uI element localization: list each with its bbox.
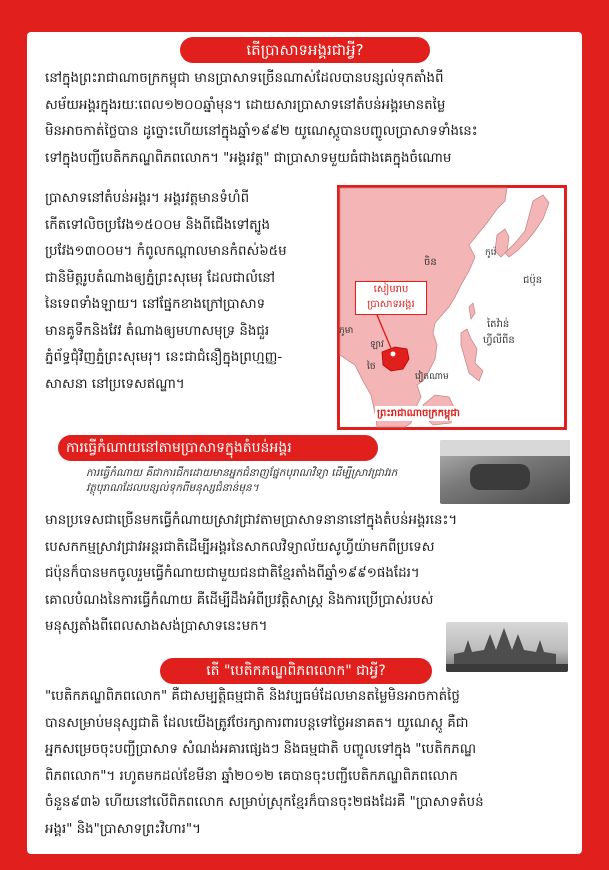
text-line: ប្រាសាទនៅតំបន់អង្គរ។ អង្គរវត្តមានទំហំពី	[45, 191, 250, 206]
caption-line: ការធ្វើកំណាយ គឺជាការជីកដោយមានអ្នកជំនាញផ្នែកបុរាណវិទ្យា ដើម្បីស្រាវជ្រាវរក	[86, 467, 398, 479]
text-line: "បេតិកភណ្ឌពិភពលោក" គឺជាសម្បត្តិធម្មជាតិ និងវប្បធម៌ដែលមានតម្លៃមិនអាចកាត់ថ្លៃ	[45, 689, 460, 704]
text-line: មានប្រទេសជាច្រើនមកធ្វើកំណាយស្រាវជ្រាវតាមប្រាសាទនានានៅក្នុងតំបន់អង្គរនេះ។	[45, 513, 458, 528]
section1-paragraph-short	[45, 186, 335, 398]
excavation-photo	[440, 440, 570, 504]
label-laos: ឡាវ	[370, 340, 384, 350]
section1-paragraph-full	[45, 66, 561, 172]
text-line: មនុស្សតាំងពីពេលសាងសង់ប្រាសាទនេះមក។	[45, 619, 268, 634]
text-line: ចំនួន៩៣៦ ហើយនៅលើពិភពលោក សម្រាប់ស្រុកខ្មែរក៏បានចុះ២ផងដែរគឺ "ប្រាសាទតំបន់	[45, 795, 484, 810]
text-line: មិនអាចកាត់ថ្លៃបាន ដូច្នោះហើយនៅក្នុងឆ្នាំ១៩៩២ យូណេស្កូបានបញ្ចូលប្រាសាទទាំងនេះ	[45, 124, 478, 139]
angkor-wat-photo	[446, 622, 568, 672]
text-line: កើតទៅលិចប្រវែង១៥០០ម និងពីជើងទៅត្បូង	[45, 217, 271, 233]
label-myanmar: ភូមា	[339, 326, 354, 336]
angkor-marker	[391, 352, 396, 357]
photo-tent	[440, 440, 570, 456]
label-korea: កូរ៉េ	[485, 248, 497, 258]
text-line: សាសនា នៅប្រទេសឥណ្ឌា។	[45, 376, 185, 392]
text-line: បានសម្រាប់មនុស្សជាតិ ដែលយើងត្រូវថែរក្សាការពារបន្តទៅថ្ងៃអនាគត។ យូណេស្កូ គឺជា	[45, 715, 469, 731]
text-line: មានគូទឹកនិងវែវ តំណាងឲ្យមហាសមុទ្រ និងជួរ	[45, 323, 270, 339]
photo-workers	[470, 464, 530, 490]
text-line: បេសកកម្មស្រាវជ្រាវអន្តរជាតិដើម្បីអង្គរនៃសាកលវិទ្យាល័យសូហ្វីយ៉ាមកពីប្រទេស	[45, 539, 435, 555]
section2-paragraph	[45, 508, 563, 641]
section2-title: ការធ្វើកំណាយនៅតាមប្រាសាទក្នុងតំបន់អង្គរ	[58, 435, 378, 461]
angkor-label: ប្រាសាទអង្គរ	[367, 299, 415, 310]
text-line: ប្រវែង១៣០០ម។ កំពូលកណ្តាលមានកំពស់៦៥ម	[45, 244, 287, 259]
label-cambodia: ព្រះរាជាណាចក្រកម្ពុជា	[377, 408, 460, 419]
text-line: អង្គរ" និង"ប្រាសាទព្រះវិហារ"។	[45, 821, 201, 837]
text-line: នៃទេពទាំងឡាយ។ នៅផ្នែកខាងក្រៅប្រាសាទ	[45, 297, 266, 312]
text-line: ពិភពលោក"។ រហូតមកដល់ខែមីនា ឆ្នាំ២០១២ គេបានចុះបញ្ជីបេតិកភណ្ឌពិភពលោក	[45, 768, 458, 784]
siemreap-callout	[355, 281, 427, 315]
text-line: ភ្នំព័ទ្ធជុំវិញភ្នំព្រះសុមេរុ។ នេះជាជំនឿក្នុងព្រហ្មញ្ញ-	[45, 350, 283, 365]
text-line: ទៅក្នុងបញ្ជីបេតិកភណ្ឌពិភពលោក។ "អង្គរវត្ត" ជាប្រាសាទមួយធំជាងគេក្នុងចំណោម	[45, 150, 452, 166]
text-line: នៅក្នុងព្រះរាជាណាចក្រកម្ពុជា មានប្រាសាទច្រើនណាស់ដែលបានបន្សល់ទុកតាំងពី	[45, 71, 444, 86]
text-line: សម័យអង្គរក្នុងរយៈពេល១២០០ឆ្នាំមុន។ ដោយសារប្រាសាទនៅតំបន់អង្គរមានតម្លៃ	[45, 97, 446, 113]
section2-caption	[86, 466, 426, 496]
label-vietnam: វៀតណាម	[415, 372, 449, 382]
siemreap-label: សៀមរាប	[373, 284, 409, 295]
text-line: ជប៉ុនក៏បានមកចូលរួមធ្វើកំណាយជាមួយជនជាតិខ្មែរតាំងពីឆ្នាំ១៩៩១ផងដែរ។	[45, 566, 420, 581]
section3-title: តើ "បេតិកភណ្ឌពិភពលោក" ជាអ្វី?	[160, 658, 432, 684]
section1-title: តើប្រាសាទអង្គរជាអ្វី?	[180, 37, 430, 63]
text-line: ជានិមិត្តរូបតំណាងឲ្យភ្នំព្រះសុមេរុ ដែលជាលំនៅ	[45, 270, 275, 286]
section3-paragraph	[45, 684, 563, 843]
asia-map	[337, 185, 567, 430]
label-taiwan: តៃវ៉ាន់	[487, 319, 510, 330]
text-line: គោលបំណងនៃការធ្វើកំណាយ គឺដើម្បីដឹងអំពីប្រវត្តិសាស្ត្រ និងការប្រើប្រាស់របស់	[45, 592, 434, 608]
label-china: ចិន	[424, 257, 437, 268]
label-thailand: ថៃ	[367, 362, 376, 372]
label-philippines: ហ្វីលីពីន	[483, 335, 515, 346]
angkor-silhouette	[446, 622, 568, 672]
label-japan: ជប៉ុន	[523, 275, 543, 286]
caption-line: វត្ថុបុរាណដែលបន្សល់ទុកពីមនុស្សជំនាន់មុន។	[86, 482, 259, 494]
text-line: អ្នកសម្រេចចុះបញ្ជីប្រាសាទ សំណង់អគារផ្សេងៗ និងធម្មជាតិ បញ្ចូលទៅក្នុង "បេតិកភណ្ឌ	[45, 742, 477, 757]
